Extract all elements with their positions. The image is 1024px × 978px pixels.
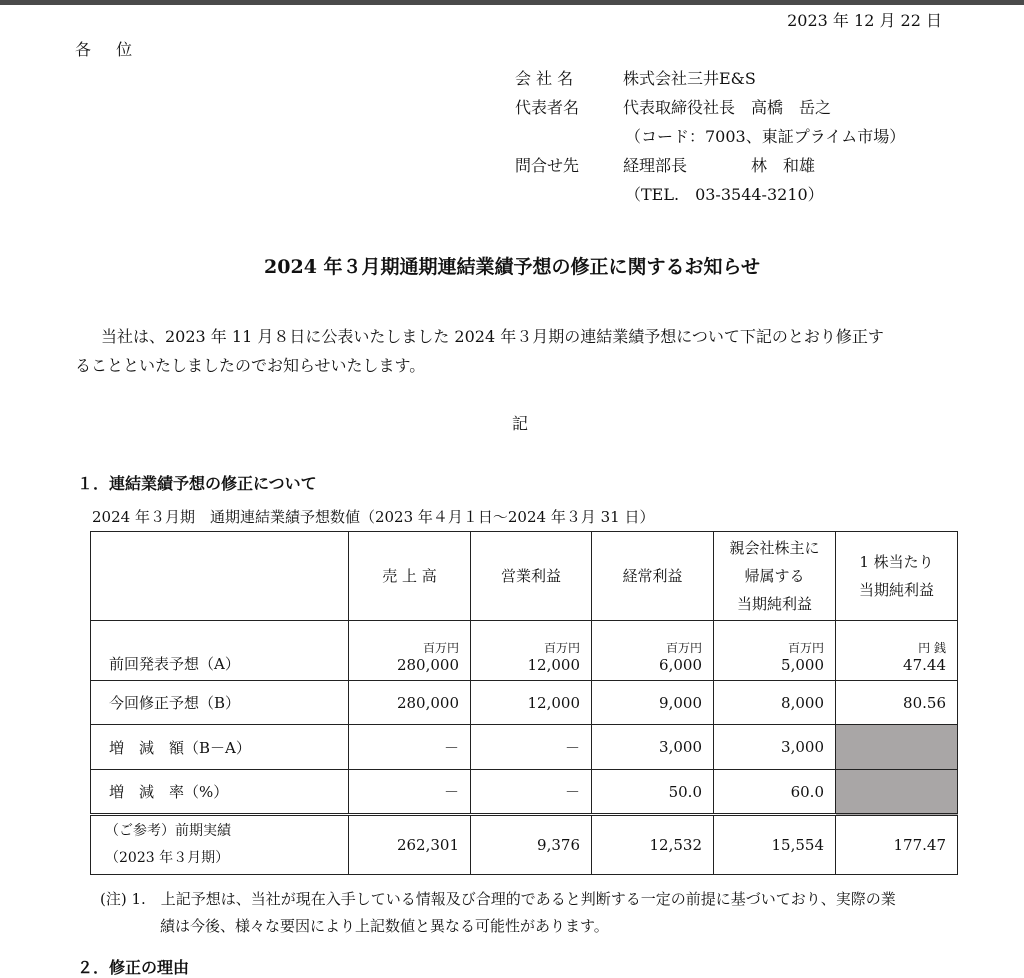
table-cell: 12,532	[592, 815, 714, 875]
contact-label: 問合せ先	[515, 156, 580, 175]
footnote	[100, 886, 896, 940]
reference-label-line-1: （ご参考）前期実績	[105, 823, 231, 839]
table-cell: －	[471, 770, 592, 815]
header-sales: 売 上 高	[349, 532, 471, 621]
forecast-table	[90, 531, 958, 875]
representative-label: 代表者名	[515, 98, 580, 117]
table-cell	[592, 621, 714, 681]
table-cell: －	[349, 725, 471, 770]
cell-value: 6,000	[659, 656, 702, 674]
company-row	[515, 66, 756, 89]
table-cell: 80.56	[836, 681, 958, 725]
row-label-reference	[91, 815, 349, 875]
table-cell	[349, 621, 471, 681]
table-cell: 3,000	[592, 725, 714, 770]
row-label-rate: 増 減 率（%）	[91, 770, 349, 815]
unit-label: 百万円	[787, 641, 824, 655]
table-cell: 9,000	[592, 681, 714, 725]
unit-label: 百万円	[422, 641, 459, 655]
contact-row	[515, 153, 815, 176]
header-eps-line-1: 1 株当たり	[859, 553, 934, 571]
table-cell: 3,000	[714, 725, 836, 770]
header-blank	[91, 532, 349, 621]
footnote-line-2: 績は今後、様々な要因により上記数値と異なる可能性があります。	[100, 917, 609, 935]
table-row	[91, 725, 958, 770]
table-cell: －	[349, 770, 471, 815]
unit-label: 円 銭	[918, 641, 946, 655]
intro-line-1: 当社は、2023 年 11 月８日に公表いたしました 2024 年３月期の連結業績予想について下記のとおり修正す	[101, 327, 884, 346]
shaded-cell	[836, 725, 958, 770]
window-top-bar	[0, 0, 1024, 5]
table-cell: 8,000	[714, 681, 836, 725]
intro-paragraph	[75, 322, 950, 380]
unit-label: 百万円	[543, 641, 580, 655]
table-cell: －	[471, 725, 592, 770]
stock-code: （コード：7003、東証プライム市場）	[625, 127, 906, 146]
header-eps	[836, 532, 958, 621]
table-row	[91, 815, 958, 875]
footnote-line-1: (注) 1. 上記予想は、当社が現在入手している情報及び合理的であると判断する一定の前提に基づいており、実際の業	[100, 890, 896, 908]
cell-value: 47.44	[903, 656, 946, 674]
header-ordinary-profit: 経常利益	[592, 532, 714, 621]
table-cell: 15,554	[714, 815, 836, 875]
contact-name: 経理部長 林 和雄	[623, 156, 816, 175]
header-eps-line-2: 当期純利益	[858, 581, 934, 599]
company-label: 会 社 名	[515, 69, 574, 88]
table-cell: 12,000	[471, 681, 592, 725]
reference-label-line-2: （2023 年３月期）	[105, 850, 230, 866]
table-cell: 262,301	[349, 815, 471, 875]
company-name: 株式会社三井E&S	[623, 69, 756, 88]
table-row	[91, 681, 958, 725]
table-cell: 177.47	[836, 815, 958, 875]
representative-row	[515, 95, 831, 118]
cell-value: 12,000	[527, 656, 580, 674]
document-title: 2024 年３月期通期連結業績予想の修正に関するお知らせ	[264, 256, 760, 278]
unit-label: 百万円	[665, 641, 702, 655]
section-2-heading: ２．修正の理由	[77, 958, 190, 977]
document-date: 2023 年 12 月 22 日	[787, 11, 942, 30]
header-operating-profit: 営業利益	[471, 532, 592, 621]
ki-heading: 記	[511, 414, 528, 433]
cell-value: 5,000	[781, 656, 824, 674]
table-cell	[471, 621, 592, 681]
table-cell: 60.0	[714, 770, 836, 815]
cell-value: 280,000	[396, 656, 459, 674]
header-net-line-3: 当期純利益	[736, 595, 812, 613]
representative-name: 代表取締役社長 高橋 岳之	[623, 98, 832, 117]
section-1-heading: １．連結業績予想の修正について	[77, 474, 317, 493]
table-row	[91, 770, 958, 815]
table-cell: 50.0	[592, 770, 714, 815]
table-cell: 9,376	[471, 815, 592, 875]
header-net-line-1: 親会社株主に	[729, 539, 820, 557]
intro-line-2: ることといたしましたのでお知らせいたします。	[75, 356, 426, 375]
table-cell	[836, 621, 958, 681]
table-row	[91, 621, 958, 681]
table-caption: 2024 年３月期 通期連結業績予想数値（2023 年４月１日～2024 年３月 31 日）	[92, 508, 655, 526]
row-label-previous: 前回発表予想（A）	[91, 621, 349, 681]
row-label-difference: 増 減 額（B－A）	[91, 725, 349, 770]
header-net-income	[714, 532, 836, 621]
contact-tel: （TEL. 03-3544-3210）	[625, 185, 824, 204]
table-cell	[714, 621, 836, 681]
recipient-line: 各 位	[75, 40, 143, 59]
header-net-line-2: 帰属する	[744, 567, 805, 585]
table-cell: 280,000	[349, 681, 471, 725]
row-label-revised: 今回修正予想（B）	[91, 681, 349, 725]
shaded-cell	[836, 770, 958, 815]
table-header-row	[91, 532, 958, 621]
